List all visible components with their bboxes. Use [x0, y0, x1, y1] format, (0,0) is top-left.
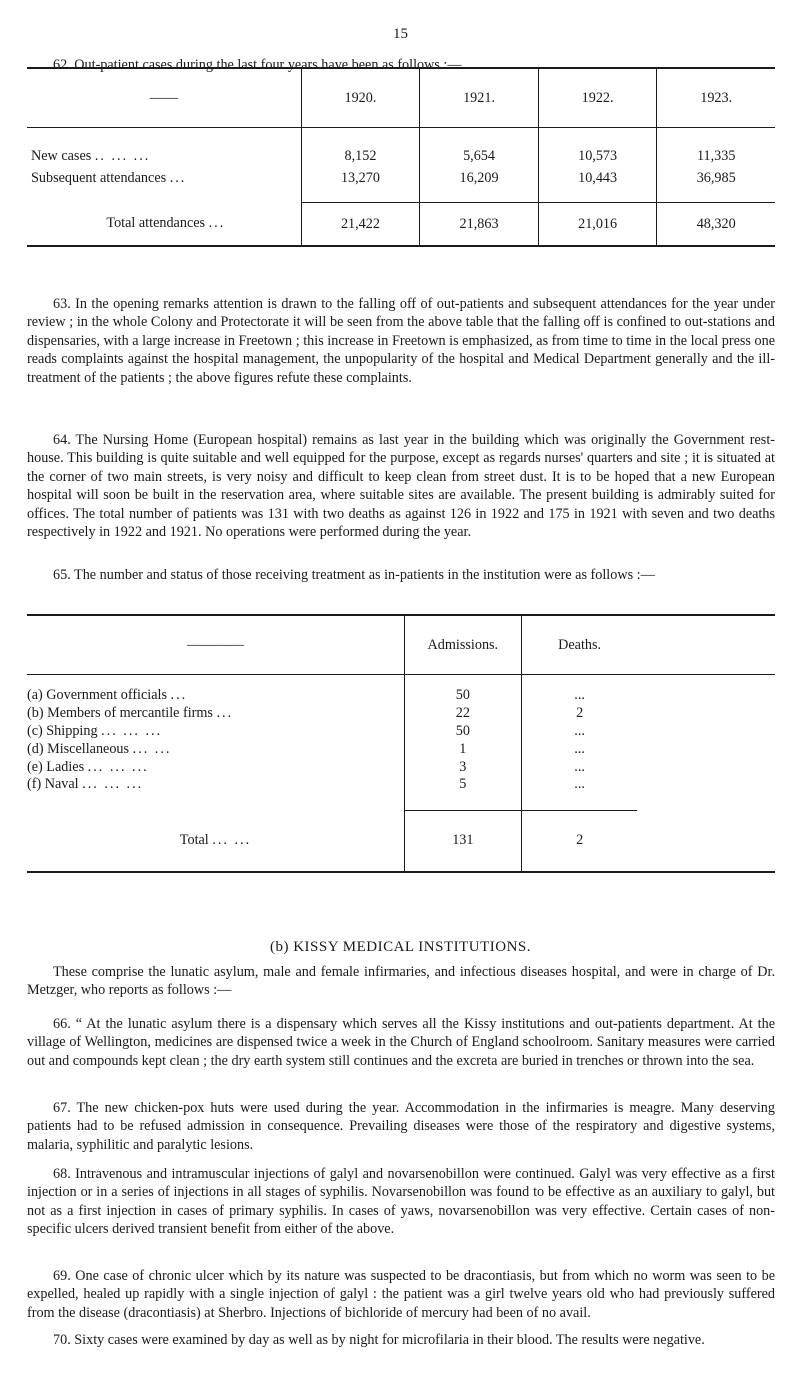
leader-dots: ... ... ...	[82, 776, 144, 793]
paragraph-intro: These comprise the lunatic asylum, male and female infirmaries, and infectious diseases hospital, and were in charge of Dr. Metzger, who reports as follows :—	[27, 964, 775, 999]
year-header: 1921.	[420, 68, 539, 128]
row-label: (f) Naval	[27, 776, 79, 793]
table-corner: ——	[27, 68, 301, 128]
table-cell: 36,985	[657, 170, 775, 192]
paragraph-65: 65. The number and status of those receiving treatment as in-patients in the institution were as follows :—	[53, 567, 655, 583]
table-row	[27, 705, 775, 723]
paragraph-70: 70. Sixty cases were examined by day as well as by night for microfilaria in their blood. The results were negative.	[53, 1332, 705, 1348]
table-corner: ————	[27, 615, 404, 675]
total-cell: 48,320	[657, 203, 775, 247]
total-cell: 21,863	[420, 203, 539, 247]
row-label: New cases	[31, 148, 92, 164]
table-cell: 8,152	[301, 128, 420, 171]
total-cell: 21,016	[538, 203, 657, 247]
total-label: Total	[179, 832, 209, 849]
table-row	[27, 723, 775, 741]
year-header: 1922.	[538, 68, 657, 128]
table-row	[27, 128, 775, 171]
row-label: (c) Shipping	[27, 722, 98, 739]
total-cell: 21,422	[301, 203, 420, 247]
row-label: (e) Ladies	[27, 758, 85, 775]
leader-dots: ...	[208, 215, 226, 232]
table-row	[27, 758, 775, 776]
deaths-cell: ...	[521, 740, 637, 758]
table-cell: 5,654	[420, 128, 539, 171]
paragraph-62: 62. Out-patient cases during the last four years have been as follows :—	[53, 57, 462, 73]
paragraph-68: 68. Intravenous and intramuscular injections of galyl and novarsenobillon were continued. Galyl was very effective as a first injection or in a series of injections in all stages of syphilis. Novarsenobillon was found to be effective as an auxiliary to galyl, but not as a first injection in cases of primary syphilis. In cases of yaws, novarsenobillon was very effective. Certain cases of non-specific ulcers derived transient benefit from either of the above.	[27, 1166, 775, 1238]
table-cell: 13,270	[301, 170, 420, 192]
admissions-cell: 3	[404, 758, 521, 776]
total-admissions-cell: 131	[404, 810, 521, 872]
paragraph-67: 67. The new chicken-pox huts were used during the year. Accommodation in the infirmaries is meagre. Many deserving patients had to be refused admission in consequence. Prevailing diseases were those of the respiratory and digestive systems, malaria, syphilitic and paralytic lesions.	[27, 1100, 775, 1153]
deaths-header: Deaths.	[521, 615, 637, 675]
row-label: (b) Members of mercantile firms	[27, 705, 213, 722]
table-cell: 16,209	[420, 170, 539, 192]
leader-dots: ...	[216, 705, 234, 722]
year-header: 1920.	[301, 68, 420, 128]
deaths-cell: ...	[521, 776, 637, 794]
admissions-cell: 1	[404, 740, 521, 758]
outpatient-cases-table	[27, 67, 775, 247]
leader-dots: ... ... ...	[87, 758, 149, 775]
deaths-cell: ...	[521, 723, 637, 741]
paragraph-69: 69. One case of chronic ulcer which by its nature was suspected to be dracontiasis, but from which no worm was seen to be expelled, healed up rapidly with a single injection of galyl : the patient was a girl twelve years old who had previously suffered from the disease (dracontiasis) at Sherbro. Injections of bichloride of mercury had been of no avail.	[27, 1268, 775, 1321]
deaths-cell: ...	[521, 758, 637, 776]
admissions-cell: 50	[404, 723, 521, 741]
leader-dots: ... ... ...	[101, 722, 163, 739]
total-row	[27, 810, 775, 872]
table-row	[27, 675, 775, 705]
total-deaths-cell: 2	[521, 810, 637, 872]
page-number: 15	[393, 26, 408, 42]
row-label: Subsequent attendances	[31, 170, 167, 186]
table-cell: 10,443	[538, 170, 657, 192]
total-row	[27, 203, 775, 247]
year-header: 1923.	[657, 68, 775, 128]
leader-dots: .. ... ...	[94, 148, 151, 164]
table-header-row	[27, 68, 775, 128]
section-heading: (b) KISSY MEDICAL INSTITUTIONS.	[269, 939, 532, 955]
row-label: (a) Government officials	[27, 687, 167, 704]
table-row	[27, 170, 775, 192]
table-cell: 10,573	[538, 128, 657, 171]
total-label: Total attendances	[106, 215, 206, 232]
table-row	[27, 776, 775, 794]
table-header-row	[27, 615, 775, 675]
leader-dots: ... ...	[132, 740, 172, 757]
deaths-cell: 2	[521, 705, 637, 723]
paragraph-66: 66. “ At the lunatic asylum there is a dispensary which serves all the Kissy institutions and out-patients department. At the village of Wellington, medicines are dispensed twice a week in the Church of England schoolroom. Sanitary measures were carried out and compounds kept clean ; the dry earth system still continues and the excreta are buried in trenches or thrown into the sea.	[27, 1016, 775, 1069]
admissions-header: Admissions.	[404, 615, 521, 675]
leader-dots: ...	[169, 170, 187, 186]
table-row	[27, 740, 775, 758]
admissions-cell: 5	[404, 776, 521, 794]
admissions-cell: 50	[404, 675, 521, 705]
deaths-cell: ...	[521, 675, 637, 705]
admissions-cell: 22	[404, 705, 521, 723]
leader-dots: ...	[170, 687, 188, 704]
inpatients-table	[27, 614, 775, 873]
leader-dots: ... ...	[212, 832, 252, 849]
paragraph-63: 63. In the opening remarks attention is drawn to the falling off of out-patients and subsequent attendances for the year under review ; in the whole Colony and Protectorate it will be seen from the above table that the falling off is confined to out-stations and dispensaries, with a large increase in Freetown ; this increase in Freetown is emphasized, as from time to time in the local press one reads complaints against the hospital management, the unpopularity of the hospital and Medical Department generally and the ill-treatment of the patients ; the above figures refute these complaints.	[27, 296, 775, 386]
row-label: (d) Miscellaneous	[27, 740, 130, 757]
table-cell: 11,335	[657, 128, 775, 171]
paragraph-64: 64. The Nursing Home (European hospital) remains as last year in the building which was originally the Government rest-house. This building is quite suitable and well equipped for the purpose, except as regards nurses' quarters and site ; it is situated at the corner of two main streets, is very noisy and difficult to keep clean from street dust. It is to be hoped that a new European hospital will soon be built in the reservation area, where suitable sites are available. The present building is admirably suited for offices. The total number of patients was 131 with two deaths as against 126 in 1922 and 175 in 1921 with seven and two deaths respectively in 1922 and 1921. No operations were performed during the year.	[27, 432, 775, 541]
